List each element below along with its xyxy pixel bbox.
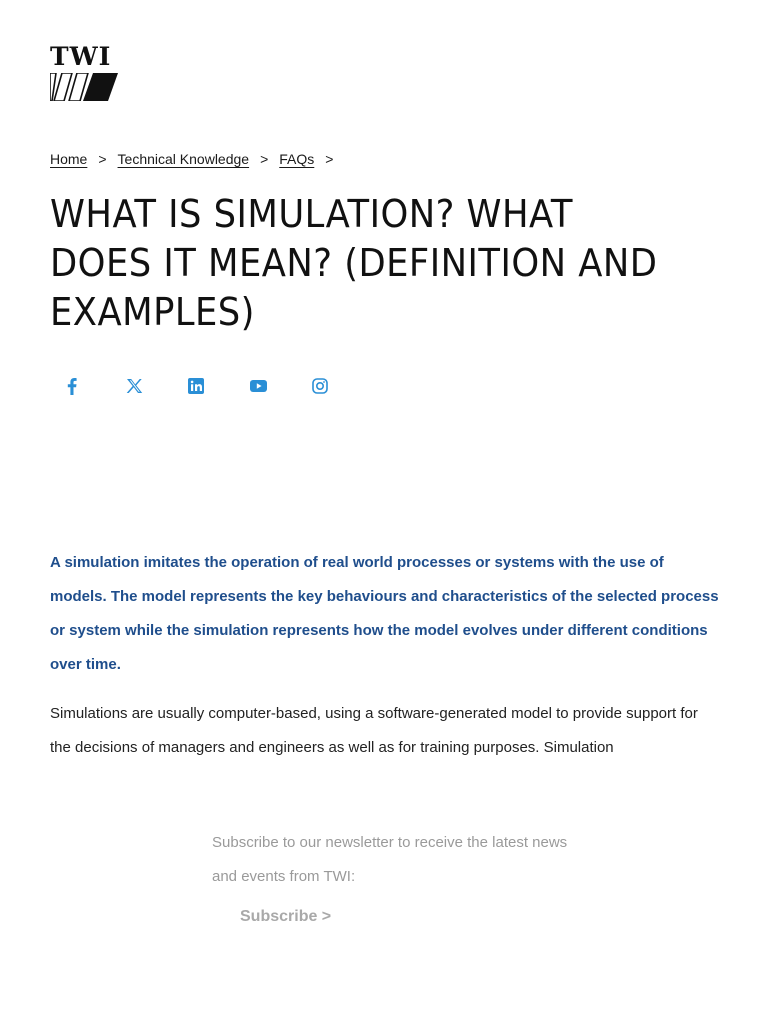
newsletter-signup — [212, 826, 572, 926]
facebook-icon — [67, 378, 77, 395]
x-twitter-icon — [126, 378, 143, 394]
breadcrumb-separator: > — [98, 151, 107, 167]
subscribe-button[interactable]: Subscribe > — [240, 908, 332, 925]
breadcrumb-separator: > — [260, 151, 269, 167]
linkedin-share-button[interactable] — [184, 376, 208, 396]
x-share-button[interactable] — [122, 376, 146, 396]
article-lead-paragraph: A simulation imitates the operation of real world processes or systems with the use of models. The model represents the key behaviours and characteristics of the selected process or system while the simulation represents how the model evolves under different conditions over time. — [50, 554, 719, 673]
newsletter-text: Subscribe to our newsletter to receive the latest news and events from TWI: — [212, 834, 568, 885]
social-share-bar — [60, 376, 370, 396]
page-title: WHAT IS SIMULATION? WHAT DOES IT MEAN? (DEFINITION AND EXAMPLES) — [50, 192, 658, 334]
twi-stripes-icon — [50, 73, 120, 101]
article-body-paragraph: Simulations are usually computer-based, using a software-generated model to provide support for the decisions of managers and engineers as well as for training purposes. Simulation — [50, 705, 698, 756]
instagram-share-button[interactable] — [308, 376, 332, 396]
twi-logo[interactable] — [50, 44, 120, 102]
youtube-share-button[interactable] — [246, 376, 270, 396]
youtube-icon — [250, 380, 267, 392]
breadcrumb — [50, 151, 344, 167]
facebook-share-button[interactable] — [60, 376, 84, 396]
linkedin-icon — [188, 378, 204, 394]
breadcrumb-separator: > — [325, 151, 334, 167]
logo-text: TWI — [50, 42, 112, 71]
breadcrumb-home-link[interactable]: Home — [50, 151, 88, 167]
instagram-icon — [312, 378, 328, 394]
breadcrumb-faqs-link[interactable]: FAQs — [279, 151, 315, 167]
breadcrumb-technical-knowledge-link[interactable]: Technical Knowledge — [117, 151, 250, 167]
